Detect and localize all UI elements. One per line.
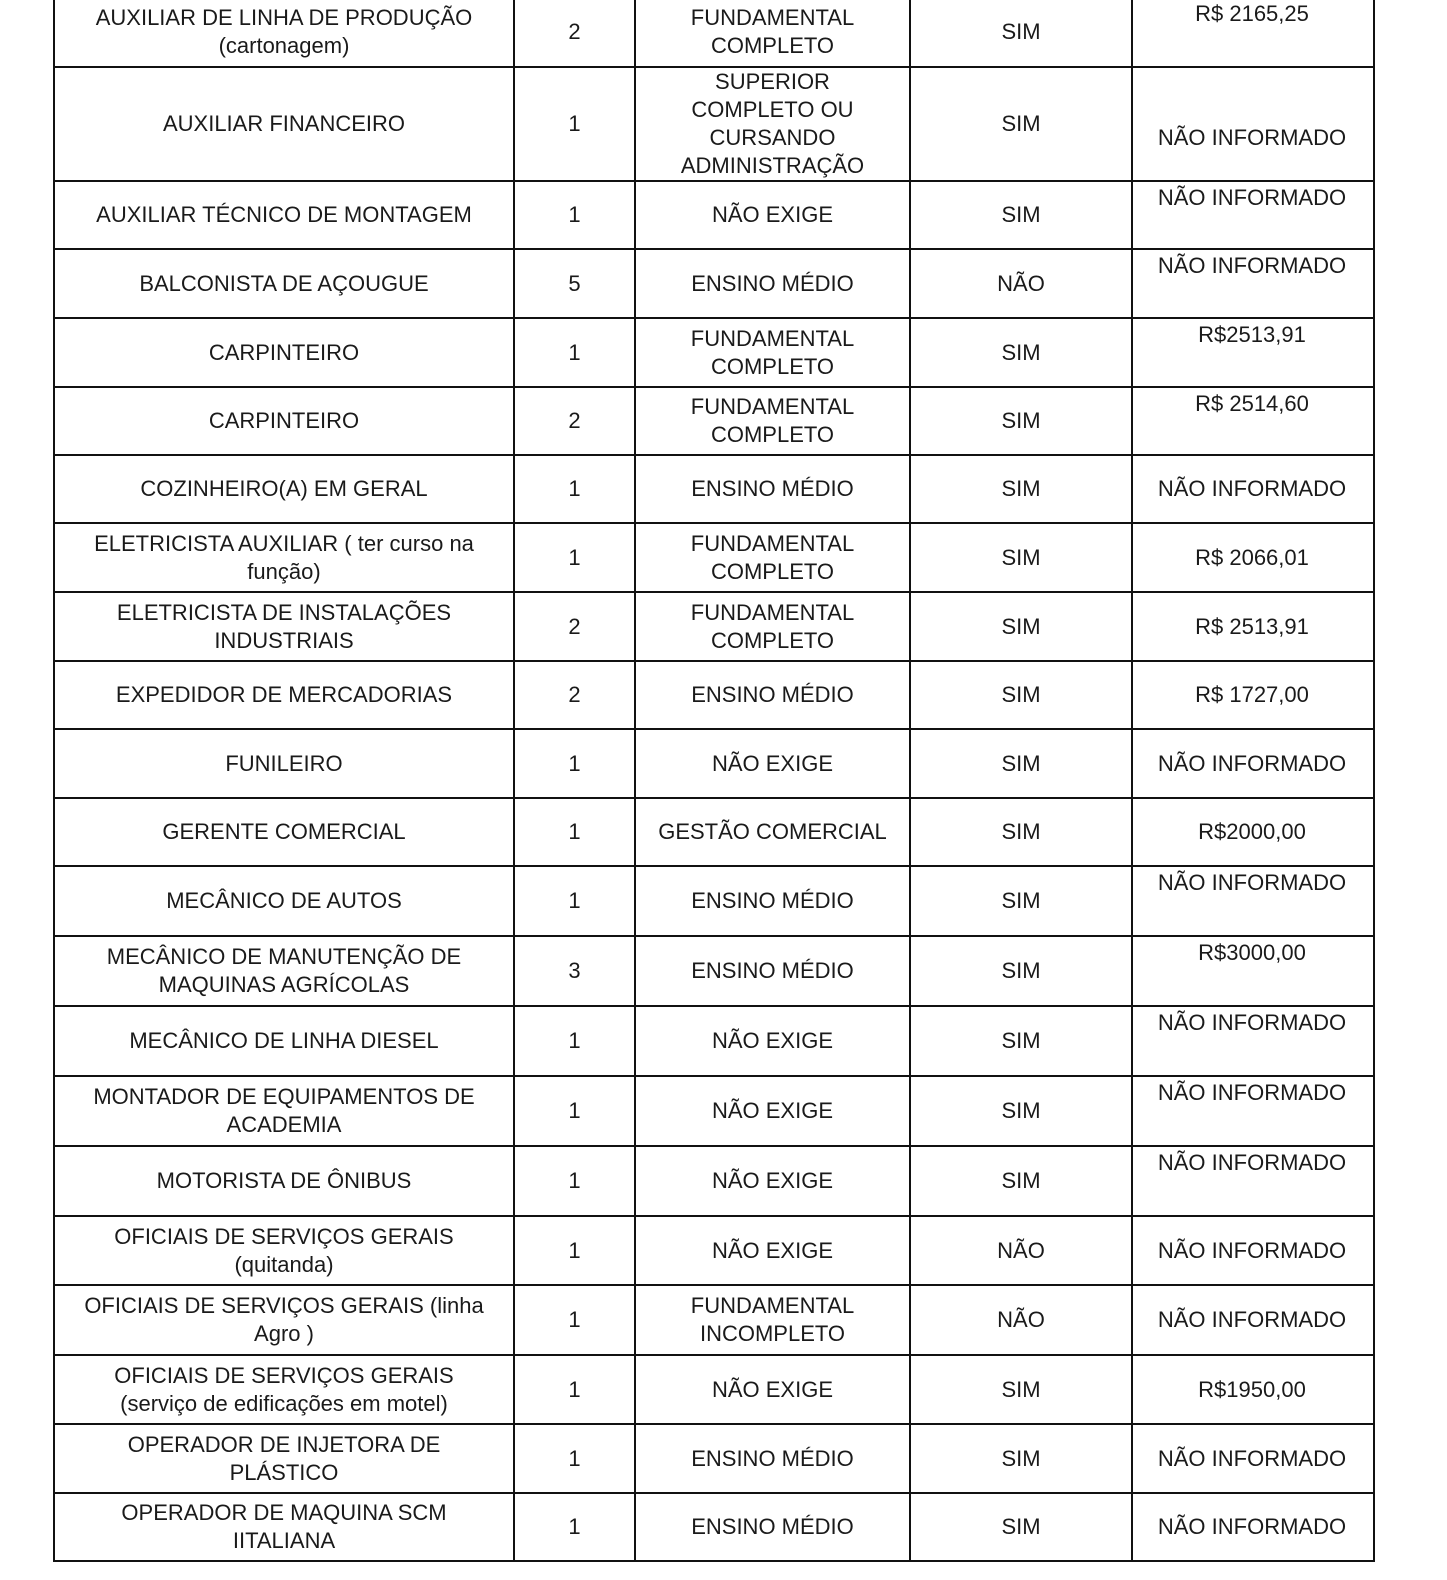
experience-required-text: SIM xyxy=(1001,1514,1041,1539)
job-title-text: ELETRICISTA DE INSTALAÇÕES INDUSTRIAIS xyxy=(116,599,452,653)
experience-required-text: SIM xyxy=(1001,339,1041,365)
job-title-cell xyxy=(55,1217,515,1284)
experience-required-text: SIM xyxy=(1001,1098,1041,1123)
salary-text: R$ 2165,25 xyxy=(1195,1,1309,26)
vacancies-text: 1 xyxy=(568,1514,581,1539)
experience-required-cell xyxy=(911,867,1133,935)
table-row xyxy=(55,1356,1373,1425)
vacancies-cell xyxy=(515,730,636,797)
job-title-text: MOTORISTA DE ÔNIBUS xyxy=(156,1168,412,1193)
job-title-text: ELETRICISTA AUXILIAR ( ter curso na função) xyxy=(94,530,474,584)
education-cell xyxy=(636,68,911,180)
experience-required-text: SIM xyxy=(1001,476,1041,501)
salary-text: NÃO INFORMADO xyxy=(1157,125,1347,150)
salary-text: NÃO INFORMADO xyxy=(1157,1237,1347,1263)
vacancies-cell xyxy=(515,524,636,591)
vacancies-text: 1 xyxy=(568,888,581,913)
job-title-cell xyxy=(55,182,515,248)
table-row xyxy=(55,524,1373,593)
job-title-cell xyxy=(55,68,515,180)
education-cell xyxy=(636,1217,911,1284)
job-title-cell xyxy=(55,524,515,591)
job-title-text: GERENTE COMERCIAL xyxy=(162,819,406,844)
table-row xyxy=(55,799,1373,867)
experience-required-cell xyxy=(911,1425,1133,1492)
job-title-text: MECÂNICO DE MANUTENÇÃO DE MAQUINAS AGRÍCOLAS xyxy=(106,944,462,997)
education-cell xyxy=(636,182,911,248)
job-title-cell xyxy=(55,1077,515,1145)
job-title-cell xyxy=(55,1007,515,1075)
job-title-cell xyxy=(55,1286,515,1354)
vacancies-cell xyxy=(515,799,636,865)
salary-text: R$ 2066,01 xyxy=(1195,544,1309,570)
vacancies-text: 1 xyxy=(568,750,581,776)
job-title-text: MECÂNICO DE LINHA DIESEL xyxy=(129,1028,439,1053)
vacancies-text: 1 xyxy=(568,1237,581,1263)
experience-required-cell xyxy=(911,799,1133,865)
table-row xyxy=(55,1494,1373,1562)
salary-cell xyxy=(1133,1147,1371,1215)
salary-text: NÃO INFORMADO xyxy=(1157,1150,1347,1175)
vacancies-text: 1 xyxy=(568,1445,581,1471)
education-cell xyxy=(636,1494,911,1560)
table-row xyxy=(55,1217,1373,1286)
job-title-text: COZINHEIRO(A) EM GERAL xyxy=(140,476,428,501)
salary-text: R$3000,00 xyxy=(1198,940,1306,965)
table-row xyxy=(55,250,1373,319)
experience-required-text: SIM xyxy=(1001,202,1041,227)
experience-required-text: SIM xyxy=(1001,750,1041,776)
vacancies-cell xyxy=(515,1494,636,1560)
experience-required-text: SIM xyxy=(1001,1168,1041,1193)
table-row xyxy=(55,1007,1373,1077)
salary-text: NÃO INFORMADO xyxy=(1157,1514,1347,1539)
education-text: ENSINO MÉDIO xyxy=(691,476,854,501)
job-title-text: OFICIAIS DE SERVIÇOS GERAIS (quitanda) xyxy=(114,1223,454,1277)
salary-cell xyxy=(1133,68,1371,180)
education-text: NÃO EXIGE xyxy=(711,750,834,776)
vacancies-text: 1 xyxy=(568,544,581,570)
experience-required-cell xyxy=(911,662,1133,728)
job-title-cell xyxy=(55,937,515,1005)
education-cell xyxy=(636,524,911,591)
job-title-cell xyxy=(55,456,515,522)
experience-required-cell xyxy=(911,593,1133,660)
education-text: FUNDAMENTAL COMPLETO xyxy=(690,599,855,653)
experience-required-text: SIM xyxy=(1001,1028,1041,1053)
salary-cell xyxy=(1133,662,1371,728)
salary-cell xyxy=(1133,937,1371,1005)
salary-text: R$ 1727,00 xyxy=(1195,682,1309,707)
education-text: ENSINO MÉDIO xyxy=(691,1445,854,1471)
job-title-text: BALCONISTA DE AÇOUGUE xyxy=(139,270,429,296)
vacancies-text: 2 xyxy=(568,19,581,44)
vacancies-cell xyxy=(515,937,636,1005)
experience-required-text: SIM xyxy=(1001,682,1041,707)
job-title-text: AUXILIAR FINANCEIRO xyxy=(162,111,406,136)
salary-cell xyxy=(1133,1356,1371,1423)
salary-text: R$1950,00 xyxy=(1198,1376,1306,1402)
education-cell xyxy=(636,1356,911,1423)
vacancies-text: 5 xyxy=(568,270,581,296)
experience-required-cell xyxy=(911,319,1133,386)
salary-text: R$ 2514,60 xyxy=(1195,391,1309,416)
vacancies-cell xyxy=(515,1007,636,1075)
salary-cell xyxy=(1133,1217,1371,1284)
vacancies-cell xyxy=(515,456,636,522)
job-title-cell xyxy=(55,319,515,386)
job-title-cell xyxy=(55,1147,515,1215)
education-cell xyxy=(636,799,911,865)
job-title-cell xyxy=(55,1425,515,1492)
vacancies-text: 1 xyxy=(568,476,581,501)
experience-required-cell xyxy=(911,1286,1133,1354)
table-row xyxy=(55,456,1373,524)
education-cell xyxy=(636,319,911,386)
vacancies-cell xyxy=(515,68,636,180)
experience-required-text: SIM xyxy=(1001,958,1041,983)
job-title-text: MECÂNICO DE AUTOS xyxy=(166,888,402,913)
job-title-cell xyxy=(55,662,515,728)
job-title-text: EXPEDIDOR DE MERCADORIAS xyxy=(115,682,453,707)
salary-text: NÃO INFORMADO xyxy=(1157,750,1347,776)
vacancies-cell xyxy=(515,593,636,660)
job-title-text: MONTADOR DE EQUIPAMENTOS DE ACADEMIA xyxy=(93,1084,475,1137)
salary-cell xyxy=(1133,593,1371,660)
vacancies-text: 1 xyxy=(568,1376,581,1402)
vacancies-cell xyxy=(515,867,636,935)
job-title-cell xyxy=(55,799,515,865)
job-title-text: CARPINTEIRO xyxy=(208,408,360,433)
table-row xyxy=(55,1425,1373,1494)
vacancies-text: 1 xyxy=(568,1307,581,1332)
vacancies-cell xyxy=(515,662,636,728)
job-title-cell xyxy=(55,593,515,660)
salary-text: R$2513,91 xyxy=(1198,322,1306,347)
salary-cell xyxy=(1133,1007,1371,1075)
vacancies-cell xyxy=(515,1077,636,1145)
vacancies-cell xyxy=(515,182,636,248)
experience-required-text: NÃO xyxy=(997,1237,1045,1263)
experience-required-cell xyxy=(911,0,1133,66)
education-text: ENSINO MÉDIO xyxy=(691,682,854,707)
vacancies-text: 2 xyxy=(568,408,581,433)
job-title-text: OPERADOR DE INJETORA DE PLÁSTICO xyxy=(127,1431,441,1485)
education-cell xyxy=(636,1425,911,1492)
vacancies-text: 1 xyxy=(568,339,581,365)
experience-required-text: SIM xyxy=(1001,1445,1041,1471)
education-cell xyxy=(636,456,911,522)
salary-cell xyxy=(1133,524,1371,591)
table-row xyxy=(55,388,1373,456)
experience-required-text: SIM xyxy=(1001,1376,1041,1402)
salary-text: R$ 2513,91 xyxy=(1195,613,1309,639)
table-row xyxy=(55,1077,1373,1147)
education-text: GESTÃO COMERCIAL xyxy=(658,819,887,844)
experience-required-cell xyxy=(911,182,1133,248)
job-title-cell xyxy=(55,250,515,317)
job-title-cell xyxy=(55,867,515,935)
vacancies-text: 1 xyxy=(568,1028,581,1053)
job-title-text: OFICIAIS DE SERVIÇOS GERAIS (linha Agro ) xyxy=(84,1293,484,1346)
table-row xyxy=(55,730,1373,799)
job-title-text: CARPINTEIRO xyxy=(208,339,360,365)
experience-required-cell xyxy=(911,250,1133,317)
vacancies-text: 3 xyxy=(568,958,581,983)
education-cell xyxy=(636,593,911,660)
vacancies-cell xyxy=(515,1286,636,1354)
salary-text: NÃO INFORMADO xyxy=(1157,476,1347,501)
table-row xyxy=(55,68,1373,182)
experience-required-cell xyxy=(911,456,1133,522)
job-title-cell xyxy=(55,1494,515,1560)
education-cell xyxy=(636,1147,911,1215)
experience-required-text: SIM xyxy=(1001,888,1041,913)
education-cell xyxy=(636,1077,911,1145)
salary-text: NÃO INFORMADO xyxy=(1157,870,1347,895)
experience-required-text: SIM xyxy=(1001,408,1041,433)
education-text: FUNDAMENTAL COMPLETO xyxy=(690,325,855,379)
education-cell xyxy=(636,1286,911,1354)
education-text: FUNDAMENTAL COMPLETO xyxy=(690,394,855,447)
vacancies-cell xyxy=(515,319,636,386)
experience-required-cell xyxy=(911,730,1133,797)
experience-required-cell xyxy=(911,1217,1133,1284)
education-cell xyxy=(636,867,911,935)
experience-required-text: SIM xyxy=(1001,613,1041,639)
experience-required-text: NÃO xyxy=(997,270,1045,296)
education-text: ENSINO MÉDIO xyxy=(691,1514,854,1539)
salary-cell xyxy=(1133,182,1371,248)
salary-cell xyxy=(1133,1077,1371,1145)
education-text: NÃO EXIGE xyxy=(711,1376,834,1402)
job-title-text: FUNILEIRO xyxy=(225,750,343,776)
vacancies-text: 2 xyxy=(568,682,581,707)
experience-required-cell xyxy=(911,1356,1133,1423)
education-text: SUPERIOR COMPLETO OU CURSANDO ADMINISTRAÇÃO xyxy=(680,69,865,178)
experience-required-cell xyxy=(911,68,1133,180)
education-text: ENSINO MÉDIO xyxy=(691,888,854,913)
experience-required-text: NÃO xyxy=(997,1307,1045,1332)
salary-cell xyxy=(1133,250,1371,317)
job-title-text: AUXILIAR DE LINHA DE PRODUÇÃO (cartonagem) xyxy=(95,5,473,58)
salary-text: NÃO INFORMADO xyxy=(1157,1307,1347,1332)
table-row xyxy=(55,662,1373,730)
experience-required-cell xyxy=(911,1007,1133,1075)
job-vacancies-table xyxy=(53,0,1375,1562)
salary-cell xyxy=(1133,1286,1371,1354)
education-cell xyxy=(636,1007,911,1075)
vacancies-cell xyxy=(515,1425,636,1492)
education-text: NÃO EXIGE xyxy=(711,1237,834,1263)
salary-text: NÃO INFORMADO xyxy=(1157,1445,1347,1471)
vacancies-cell xyxy=(515,0,636,66)
salary-cell xyxy=(1133,1494,1371,1560)
salary-cell xyxy=(1133,456,1371,522)
vacancies-text: 1 xyxy=(568,202,581,227)
salary-cell xyxy=(1133,1425,1371,1492)
experience-required-cell xyxy=(911,388,1133,454)
table-row xyxy=(55,1147,1373,1217)
education-text: NÃO EXIGE xyxy=(711,1168,834,1193)
experience-required-text: SIM xyxy=(1001,544,1041,570)
vacancies-text: 2 xyxy=(568,613,581,639)
salary-cell xyxy=(1133,319,1371,386)
table-row xyxy=(55,1286,1373,1356)
vacancies-cell xyxy=(515,1356,636,1423)
job-title-text: AUXILIAR TÉCNICO DE MONTAGEM xyxy=(96,202,472,227)
salary-text: NÃO INFORMADO xyxy=(1157,1010,1347,1035)
education-text: FUNDAMENTAL INCOMPLETO xyxy=(690,1293,855,1346)
salary-cell xyxy=(1133,388,1371,454)
table-row xyxy=(55,593,1373,662)
table-row xyxy=(55,937,1373,1007)
education-text: FUNDAMENTAL COMPLETO xyxy=(690,530,855,584)
job-title-cell xyxy=(55,1356,515,1423)
education-cell xyxy=(636,730,911,797)
table-row xyxy=(55,867,1373,937)
table-row xyxy=(55,0,1373,68)
job-title-cell xyxy=(55,0,515,66)
experience-required-cell xyxy=(911,1147,1133,1215)
education-cell xyxy=(636,937,911,1005)
experience-required-text: SIM xyxy=(1001,19,1041,44)
salary-text: NÃO INFORMADO xyxy=(1157,1080,1347,1105)
salary-cell xyxy=(1133,867,1371,935)
table-row xyxy=(55,182,1373,250)
experience-required-cell xyxy=(911,937,1133,1005)
experience-required-cell xyxy=(911,1077,1133,1145)
education-text: ENSINO MÉDIO xyxy=(691,270,854,296)
job-title-text: OPERADOR DE MAQUINA SCM IITALIANA xyxy=(121,1500,447,1553)
salary-text: R$2000,00 xyxy=(1198,819,1306,844)
vacancies-text: 1 xyxy=(568,1168,581,1193)
education-text: NÃO EXIGE xyxy=(711,1098,834,1123)
experience-required-text: SIM xyxy=(1001,819,1041,844)
experience-required-cell xyxy=(911,1494,1133,1560)
education-text: NÃO EXIGE xyxy=(711,1028,834,1053)
vacancies-text: 1 xyxy=(568,111,581,136)
experience-required-text: SIM xyxy=(1001,111,1041,136)
salary-cell xyxy=(1133,730,1371,797)
salary-text: NÃO INFORMADO xyxy=(1157,253,1347,278)
vacancies-cell xyxy=(515,1147,636,1215)
vacancies-text: 1 xyxy=(568,1098,581,1123)
table-row xyxy=(55,319,1373,388)
job-title-cell xyxy=(55,730,515,797)
job-title-text: OFICIAIS DE SERVIÇOS GERAIS (serviço de edificações em motel) xyxy=(114,1362,454,1416)
education-cell xyxy=(636,0,911,66)
job-title-cell xyxy=(55,388,515,454)
vacancies-cell xyxy=(515,1217,636,1284)
education-text: NÃO EXIGE xyxy=(711,202,834,227)
education-cell xyxy=(636,662,911,728)
experience-required-cell xyxy=(911,524,1133,591)
education-text: ENSINO MÉDIO xyxy=(691,958,854,983)
education-cell xyxy=(636,250,911,317)
education-cell xyxy=(636,388,911,454)
education-text: FUNDAMENTAL COMPLETO xyxy=(690,5,855,58)
vacancies-text: 1 xyxy=(568,819,581,844)
salary-cell xyxy=(1133,799,1371,865)
salary-cell xyxy=(1133,0,1371,66)
vacancies-cell xyxy=(515,388,636,454)
vacancies-cell xyxy=(515,250,636,317)
salary-text: NÃO INFORMADO xyxy=(1157,185,1347,210)
